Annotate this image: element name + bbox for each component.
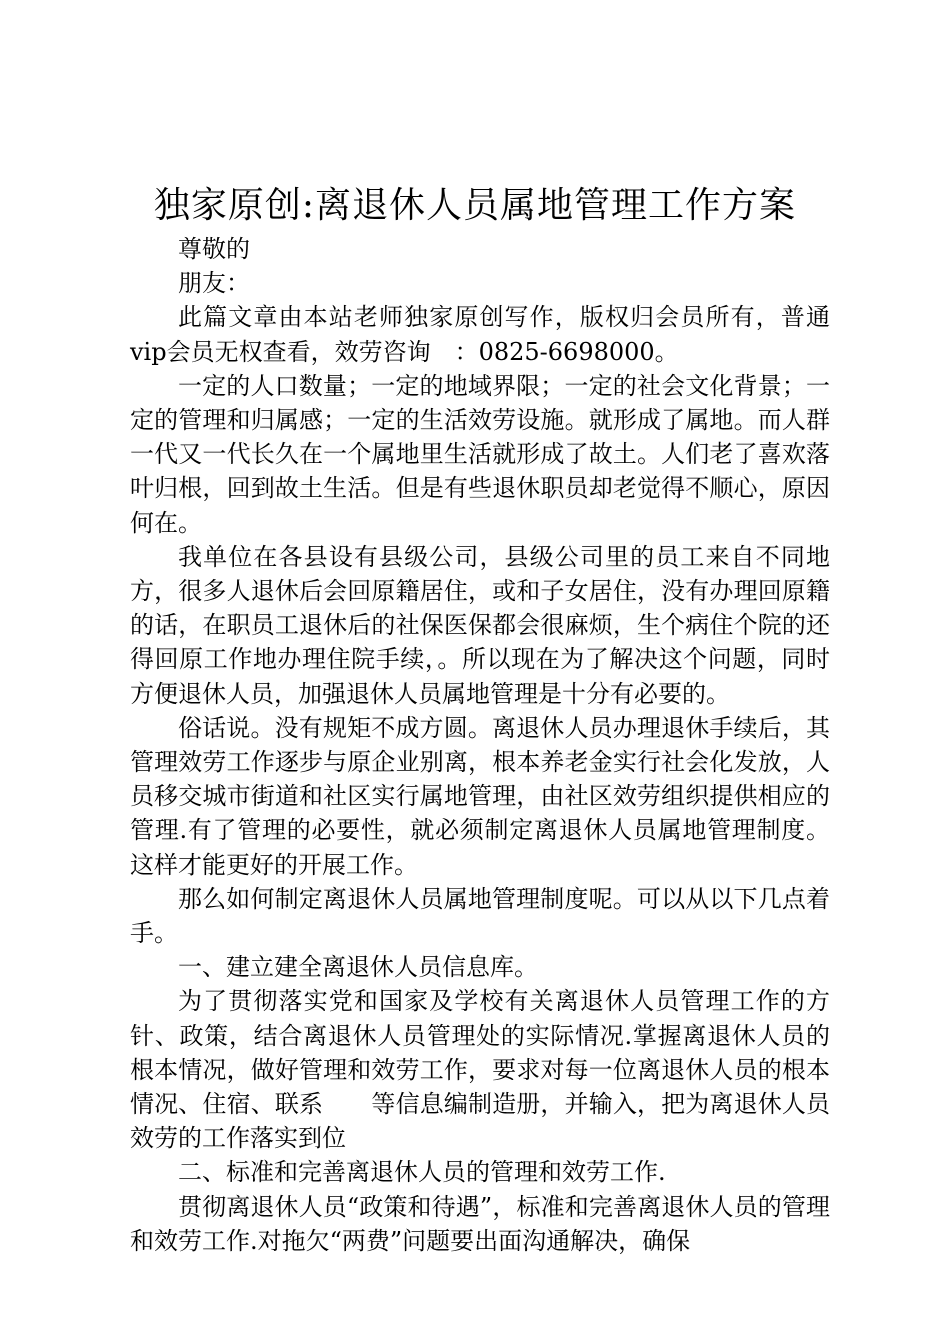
paragraph-policy-treatment: 贯彻离退休人员“政策和待遇”，标准和完善离退休人员的管理和效劳工作.对拖欠“两费”问题要出面沟通解决，确保 xyxy=(130,1192,830,1255)
paragraph-locality-definition: 一定的人口数量；一定的地域界限；一定的社会文化背景；一定的管理和归属感；一定的生活效劳设施。就形成了属地。而人群一代又一代长久在一个属地里生活就形成了故土。人们老了喜欢落叶归根，回到故土生活。但是有些退休职员却老觉得不顺心，原因何在。 xyxy=(130,371,830,537)
paragraph-rules-necessity: 俗话说。没有规矩不成方圆。离退休人员办理退休手续后，其管理效劳工作逐步与原企业别离，根本养老金实行社会化发放，人员移交城市街道和社区实行属地管理，由社区效劳组织提供相应的管理.有了管理的必要性，就必须制定离退休人员属地管理制度。这样才能更好的开展工作。 xyxy=(130,713,830,879)
document-title: 独家原创:离退休人员属地管理工作方案 xyxy=(153,185,797,226)
salutation-line-1: 尊敬的 xyxy=(178,235,250,263)
section-heading-1: 一、建立建全离退休人员信息库。 xyxy=(178,953,538,982)
paragraph-unit-situation: 我单位在各县设有县级公司，县级公司里的员工来自不同地方，很多人退休后会回原籍居住，或和子女居住，没有办理回原籍的话，在职员工退休后的社保医保都会很麻烦，生个病住个院的还得回原工作地办理住院手续，。所以现在为了解决这个问题，同时方便退休人员，加强退休人员属地管理是十分有必要的。 xyxy=(130,542,830,708)
document-body xyxy=(130,232,830,1258)
paragraph-how-to: 那么如何制定离退休人员属地管理制度呢。可以从以下几点着手。 xyxy=(130,884,830,948)
salutation-line-2: 朋友： xyxy=(178,269,250,298)
paragraph-copyright-notice: 此篇文章由本站老师独家原创写作，版权归会员所有，普通vip会员无权查看，效劳咨询 ：0825-6698000。 xyxy=(130,303,830,366)
section-heading-2: 二、标准和完善离退休人员的管理和效劳工作. xyxy=(178,1158,666,1187)
paragraph-info-database: 为了贯彻落实党和国家及学校有关离退休人员管理工作的方针、政策，结合离退休人员管理处的实际情况.掌握离退休人员的根本情况，做好管理和效劳工作，要求对每一位离退休人员的根本情况、住宿、联系 等信息编制造册，并输入，把为离退休人员效劳的工作落实到位 xyxy=(130,987,830,1153)
